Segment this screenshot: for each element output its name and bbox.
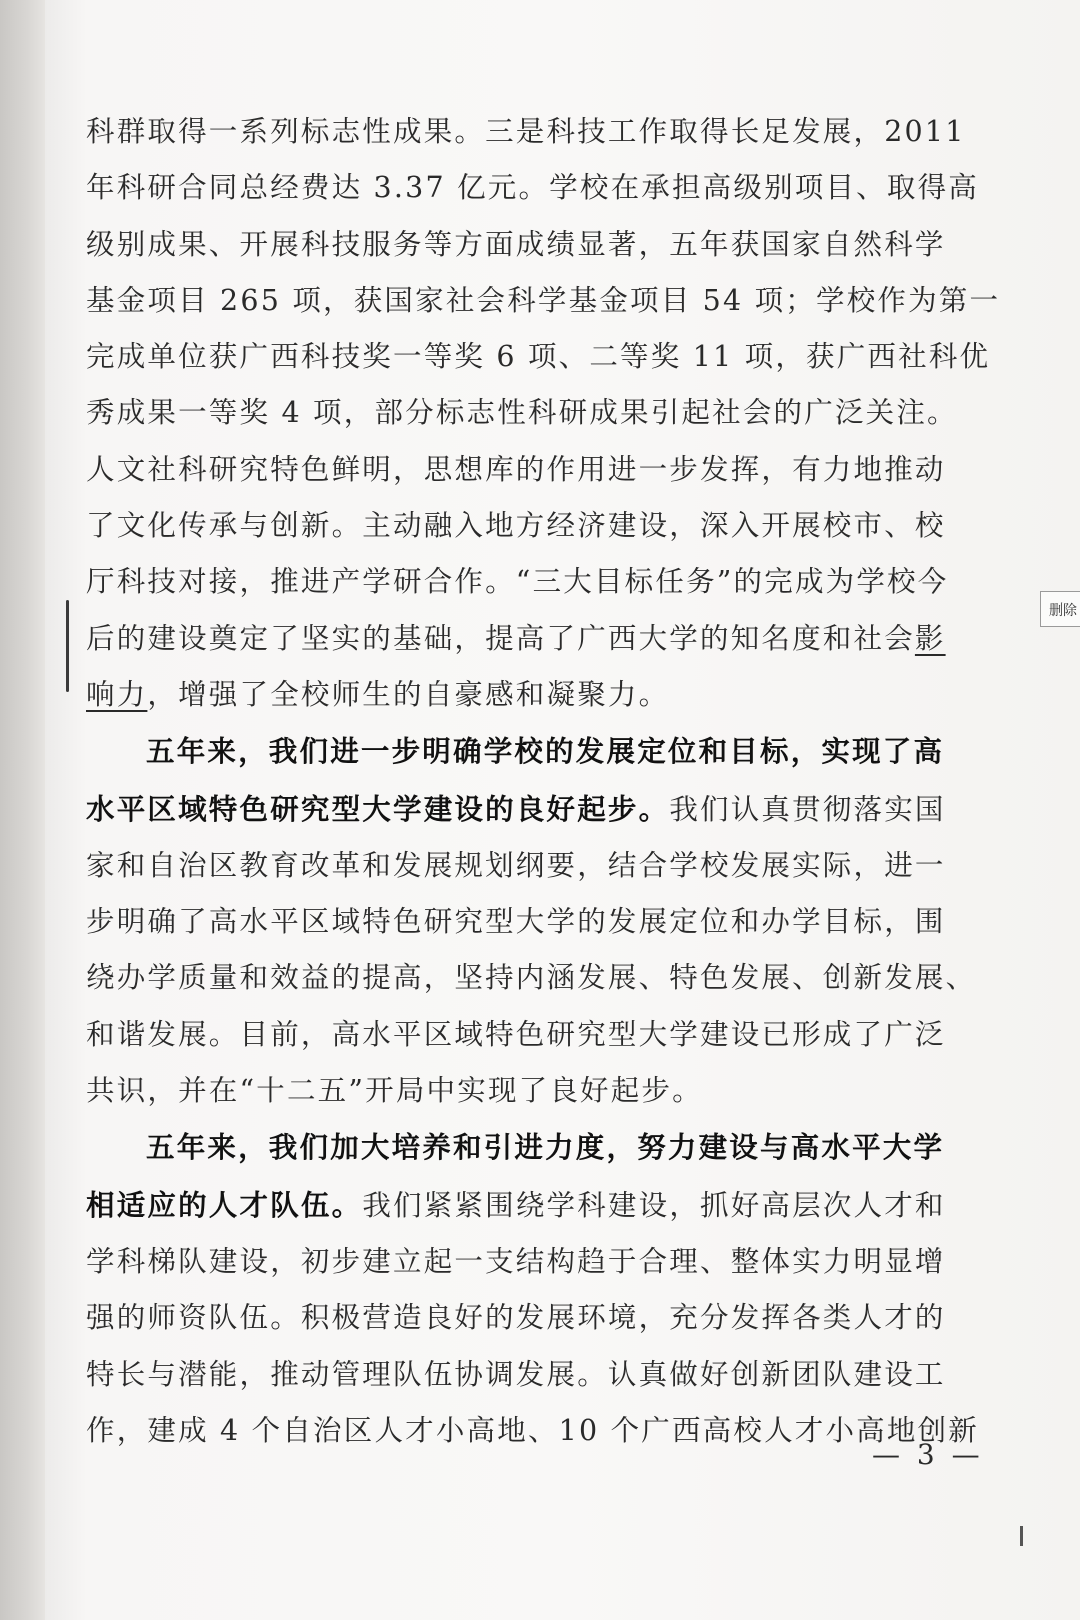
text-segment: 强的师资队伍。积极营造良好的发展环境，充分发挥各类人才的 [86,1301,946,1335]
text-line [86,554,991,610]
text-line [86,723,991,780]
text-segment: ，增强了全校师生的自豪感和凝聚力。 [147,677,670,711]
delete-comment-tab[interactable]: 删除 [1040,591,1080,627]
text-segment: 后的建设奠定了坚实的基础，提高了广西大学的知名度和社会 [86,621,915,655]
underlined-text: 响力 [86,677,148,711]
text-segment: 厅科技对接，推进产学研合作。“三大目标任务”的完成为学校今 [86,565,949,599]
text-line [86,781,991,838]
text-segment: 我们紧紧围绕学科建设，抓好高层次人才和 [362,1188,946,1222]
text-segment: 步明确了高水平区域特色研究型大学的发展定位和办学目标，围 [86,905,946,939]
text-line [86,1007,991,1063]
text-line [86,894,991,950]
text-line [86,273,1001,329]
text-line [86,329,991,385]
text-line [86,950,991,1006]
text-line [86,1234,991,1290]
paragraph-development-positioning [86,723,991,1119]
text-line [86,160,991,216]
text-line [86,1177,991,1234]
paragraph-talent-team [86,1119,991,1459]
text-segment: 和谐发展。目前，高水平区域特色研究型大学建设已形成了广泛 [86,1017,946,1051]
bold-heading-text: 五年来，我们进一步明确学校的发展定位和目标，实现了高 [146,734,945,769]
text-line [86,1063,991,1119]
paragraph-research-achievements [86,104,1001,723]
scan-mark [1020,1526,1023,1546]
text-segment: 作，建成 4 个自治区人才小高地、10 个广西高校人才小高地创新 [86,1413,979,1447]
page-number: — 3 — [872,1438,984,1471]
text-line [86,1290,991,1346]
text-segment: 家和自治区教育改革和发展规划纲要，结合学校发展实际，进一 [86,848,946,882]
text-segment: 人文社科研究特色鲜明，思想库的作用进一步发挥，有力地推动 [86,452,946,486]
bold-heading-text: 相适应的人才队伍。 [86,1187,363,1222]
text-line [86,838,991,894]
text-segment: 完成单位获广西科技奖一等奖 6 项、二等奖 11 项，获广西社科优 [86,340,991,374]
underlined-text: 影 [914,621,946,655]
text-line [86,1119,991,1176]
text-line [86,442,991,498]
text-line [86,611,991,667]
text-segment: 学科梯队建设，初步建立起一支结构趋于合理、整体实力明显增 [86,1244,946,1278]
text-line [86,104,991,160]
text-segment: 我们认真贯彻落实国 [669,792,946,826]
bold-heading-text: 五年来，我们加大培养和引进力度，努力建设与高水平大学 [146,1130,945,1165]
text-segment: 年科研合同总经费达 3.37 亿元。学校在承担高级别项目、取得高 [86,171,979,205]
page-gutter [0,0,45,1620]
text-line [86,667,991,723]
revision-margin-bar [66,600,69,692]
text-segment: 科群取得一系列标志性成果。三是科技工作取得长足发展，2011 [86,115,966,148]
text-segment: 绕办学质量和效益的提高，坚持内涵发展、特色发展、创新发展、 [86,961,977,995]
text-segment: 了文化传承与创新。主动融入地方经济建设，深入开展校市、校 [86,509,946,543]
text-line [86,498,991,554]
text-segment: 级别成果、开展科技服务等方面成绩显著，五年获国家自然科学 [86,227,946,261]
bold-heading-text: 水平区域特色研究型大学建设的良好起步。 [86,791,670,826]
text-segment: 秀成果一等奖 4 项，部分标志性科研成果引起社会的广泛关注。 [86,396,958,430]
text-line [86,1403,991,1459]
text-segment: 特长与潜能，推动管理队伍协调发展。认真做好创新团队建设工 [86,1357,946,1391]
text-line [86,385,991,441]
text-segment: 基金项目 265 项，获国家社会科学基金项目 54 项；学校作为第一 [86,283,1001,317]
text-line [86,217,991,273]
text-line [86,1347,991,1403]
document-body [86,104,1001,1459]
text-segment: 共识，并在“十二五”开局中实现了良好起步。 [86,1074,703,1108]
